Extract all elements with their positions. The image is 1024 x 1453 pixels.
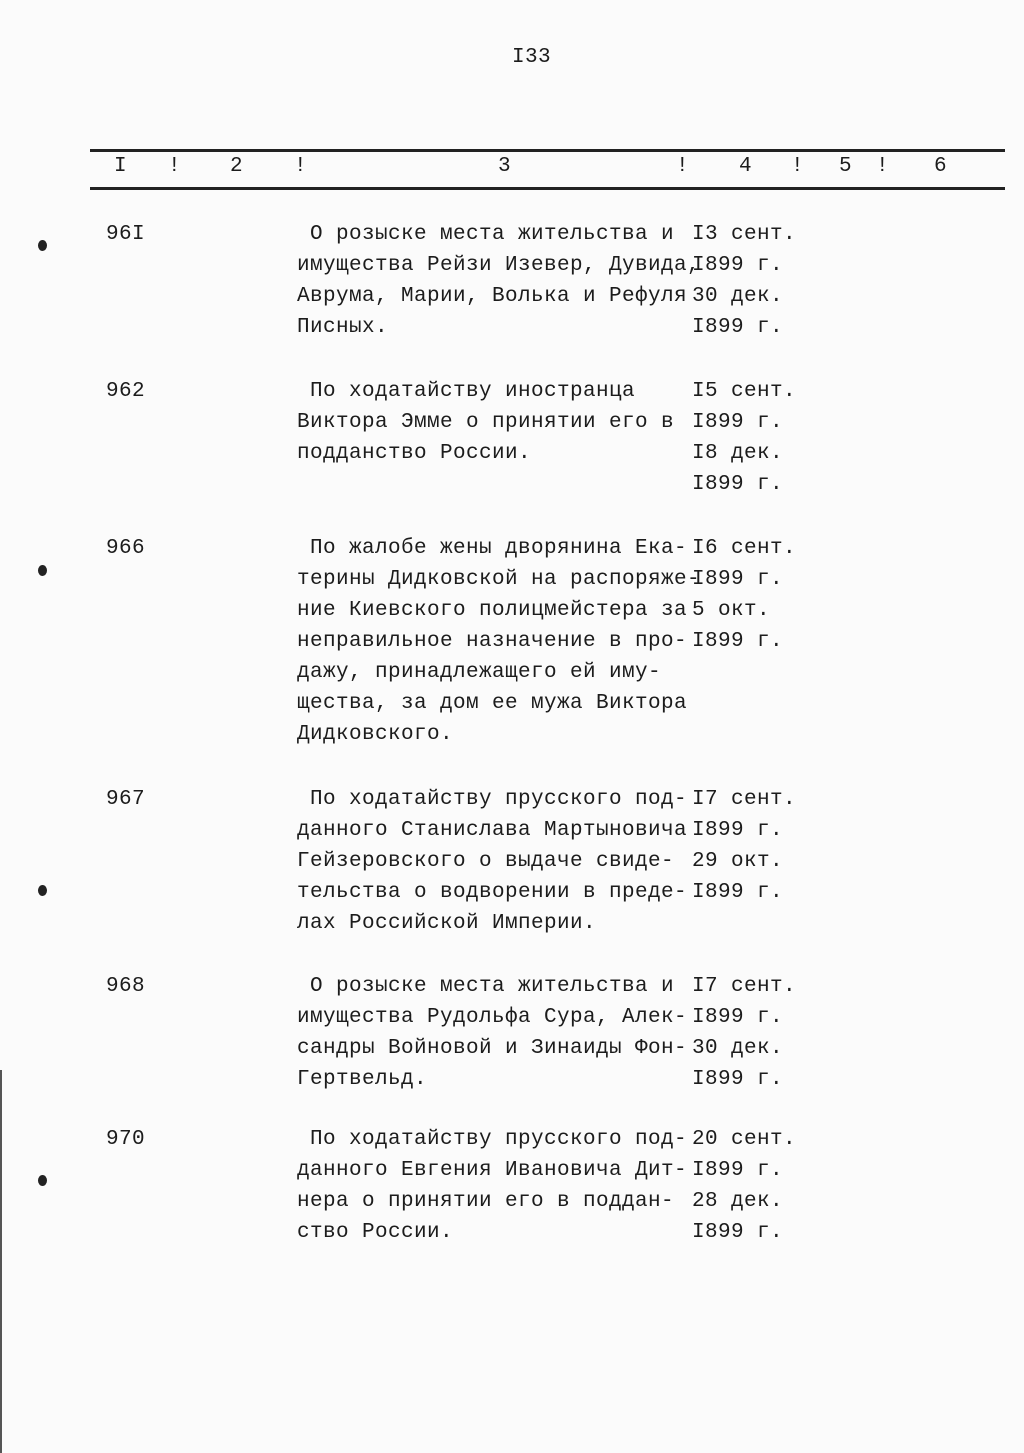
description-line: О розыске места жительства и xyxy=(297,975,675,998)
date-line: I899 г. xyxy=(692,630,784,653)
header-bottom-rule xyxy=(90,187,1005,190)
date-line: I3 сент. xyxy=(692,223,797,246)
header-col-1: I xyxy=(114,155,127,178)
description-line: тельства о водворении в преде- xyxy=(297,881,688,904)
description-line: Виктора Эмме о принятии его в xyxy=(297,411,675,434)
header-top-rule xyxy=(90,149,1005,152)
page-edge xyxy=(0,1070,2,1453)
date-line: 30 дек. xyxy=(692,1037,784,1060)
date-line: I8 дек. xyxy=(692,442,784,465)
date-line: 5 окт. xyxy=(692,599,771,622)
date-line: I7 сент. xyxy=(692,788,797,811)
entry-number: 968 xyxy=(106,975,146,998)
description-line: По ходатайству прусского под- xyxy=(297,1128,688,1151)
description-line: данного Евгения Ивановича Дит- xyxy=(297,1159,688,1182)
date-line: I899 г. xyxy=(692,1068,784,1091)
date-line: 28 дек. xyxy=(692,1190,784,1213)
date-line: 29 окт. xyxy=(692,850,784,873)
page-number: I33 xyxy=(512,46,552,69)
date-line: I899 г. xyxy=(692,254,784,277)
punch-hole-mark xyxy=(38,240,47,251)
description-line: По жалобе жены дворянина Ека- xyxy=(297,537,688,560)
description-line: сандры Войновой и Зинаиды Фон- xyxy=(297,1037,688,1060)
header-separator: ! xyxy=(168,155,181,178)
entry-number: 966 xyxy=(106,537,146,560)
header-col-5: 5 xyxy=(839,155,852,178)
description-line: Гейзеровского о выдаче свиде- xyxy=(297,850,675,873)
description-line: подданство России. xyxy=(297,442,532,465)
description-line: щества, за дом ее мужа Виктора xyxy=(297,692,688,715)
date-line: I899 г. xyxy=(692,819,784,842)
date-line: I899 г. xyxy=(692,881,784,904)
description-line: неправильное назначение в про- xyxy=(297,630,688,653)
description-line: По ходатайству иностранца xyxy=(297,380,636,403)
description-line: ство России. xyxy=(297,1221,454,1244)
header-separator: ! xyxy=(676,155,689,178)
date-line: I899 г. xyxy=(692,1006,784,1029)
date-line: 20 сент. xyxy=(692,1128,797,1151)
entry-number: 962 xyxy=(106,380,146,403)
description-line: нера о принятии его в поддан- xyxy=(297,1190,675,1213)
punch-hole-mark xyxy=(38,1175,47,1186)
description-line: данного Станислава Мартыновича xyxy=(297,819,688,842)
description-line: терины Дидковской на распоряже- xyxy=(297,568,701,591)
description-line: ние Киевского полицмейстера за xyxy=(297,599,688,622)
punch-hole-mark xyxy=(38,885,47,896)
header-separator: ! xyxy=(876,155,889,178)
date-line: I899 г. xyxy=(692,473,784,496)
date-line: I899 г. xyxy=(692,411,784,434)
entry-number: 967 xyxy=(106,788,146,811)
punch-hole-mark xyxy=(38,565,47,576)
header-separator: ! xyxy=(294,155,307,178)
description-line: Писных. xyxy=(297,316,389,339)
date-line: I899 г. xyxy=(692,1221,784,1244)
description-line: лах Российской Империи. xyxy=(297,912,597,935)
entry-number: 970 xyxy=(106,1128,146,1151)
date-line: I6 сент. xyxy=(692,537,797,560)
description-line: Дидковского. xyxy=(297,723,454,746)
header-separator: ! xyxy=(791,155,804,178)
description-line: имущества Рейзи Изевер, Дувида, xyxy=(297,254,701,277)
date-line: I899 г. xyxy=(692,316,784,339)
header-col-2: 2 xyxy=(230,155,243,178)
description-line: дажу, принадлежащего ей иму- xyxy=(297,661,662,684)
description-line: Гертвельд. xyxy=(297,1068,428,1091)
header-col-6: 6 xyxy=(934,155,947,178)
entry-number: 96I xyxy=(106,223,146,246)
date-line: I5 сент. xyxy=(692,380,797,403)
date-line: I899 г. xyxy=(692,1159,784,1182)
date-line: 30 дек. xyxy=(692,285,784,308)
date-line: I7 сент. xyxy=(692,975,797,998)
description-line: имущества Рудольфа Сура, Алек- xyxy=(297,1006,688,1029)
description-line: По ходатайству прусского под- xyxy=(297,788,688,811)
description-line: Аврума, Марии, Волька и Рефуля xyxy=(297,285,688,308)
date-line: I899 г. xyxy=(692,568,784,591)
header-col-4: 4 xyxy=(739,155,752,178)
description-line: О розыске места жительства и xyxy=(297,223,675,246)
header-col-3: 3 xyxy=(498,155,511,178)
